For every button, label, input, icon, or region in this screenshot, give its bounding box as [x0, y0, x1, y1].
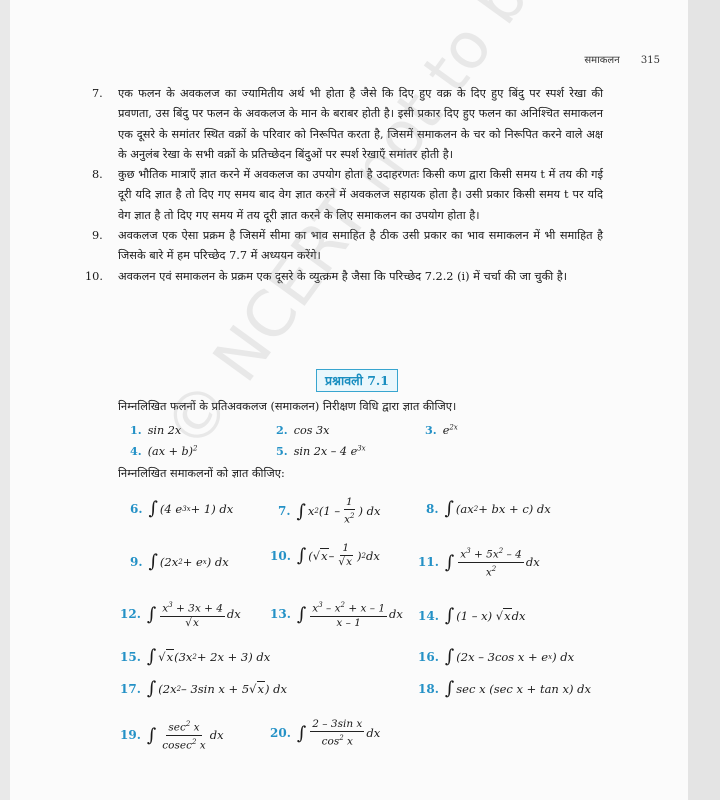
question-2: 2. cos 3x: [276, 423, 330, 437]
list-item: 9. अवकलज एक ऐसा प्रक्रम है जिसमें सीमा का भाव समाहित है ठीक उसी प्रकार का भाव समाकलन में भी समाहित है जिसके बारे में हम परिच्छेद 7.7 में अध्ययन करेंगे।: [92, 229, 603, 263]
question-5: 5. sin 2x – 4 $e^{3x}$: [276, 444, 366, 458]
running-header: [566, 52, 660, 66]
question-20: 20. ∫ $\frac{\text{2 – 3sin x}}{\cos^2 x}$ dx: [270, 718, 381, 748]
page-number: 315: [640, 55, 660, 66]
instruction-2: निम्नलिखित समाकलनों को ज्ञात कीजिए:: [118, 467, 285, 480]
list-item: 10. अवकलन एवं समाकलन के प्रक्रम एक दूसरे के व्युत्क्रम है जैसा कि परिच्छेद 7.2.2 (i) में चर्चा की जा चुकी है।: [85, 269, 568, 283]
question-7: 7. ∫ x 2 (1 – $\frac{1}{x^2}$ ) dx: [278, 496, 381, 526]
question-6: 6. ∫ (4 e 3x + 1) dx: [130, 498, 234, 519]
question-19: 19. ∫ $\frac{\sec^2 x}{cosec^2 x}$ dx: [120, 720, 224, 751]
question-17: 17. ∫ (2x 2 – 3sin x + 5√ x ) dx: [120, 678, 287, 699]
question-12: 12. ∫ $\frac{x^3 + 3x + 4}{√x}$ dx: [120, 601, 241, 629]
question-8: 8. ∫ (ax 2 + bx + c) dx: [426, 498, 551, 519]
chapter-name: समाकलन: [584, 55, 620, 66]
question-11: 11. ∫ $\frac{x^3 + 5x^2 - 4}{x^2}$ dx: [418, 547, 540, 578]
question-4: 4. (ax + b)$^2$: [130, 444, 198, 458]
question-9: 9. ∫ (2x 2 + e x ) dx: [130, 551, 229, 572]
list-item: 8. कुछ भौतिक मात्राएँ ज्ञात करने में अवकलज का उपयोग होता है उदाहरणतः किसी कण द्वारा किसी समय t में तय की गई दूरी यदि ज्ञात है तो दिए गए समय बाद वेग ज्ञात करने में अवकलज सहायक होता है। उसी प्रकार किसी समय t पर यदि वेग ज्ञात है तो दिए गए समय में तय दूरी ज्ञात करने के लिए समाकलन का उपयोग होता है।: [92, 168, 603, 222]
question-15: 15. ∫ √ x (3x 2 + 2x + 3) dx: [120, 646, 271, 667]
list-item: 7. एक फलन के अवकलज का ज्यामितीय अर्थ भी होता है जैसे कि दिए हुए वक्र के दिए हुए बिंदु पर स्पर्श रेखा की प्रवणता, उस बिंदु पर फलन के अवकलज के मान के बराबर होती है। इसी प्रकार दिए हुए फलन का अनिश्चित समाकलन एक दूसरे के समांतर स्थित वक्रों के परिवार को निरूपित करता है, जिसमें समाकलन के चर को निरूपित करने वाले अक्ष के अनुलंब रेखा के सभी वक्रों के प्रतिच्छेदन बिंदुओं पर स्पर्श रेखाएँ समांतर होती है।: [92, 87, 603, 161]
page-edge: [688, 0, 720, 800]
question-13: 13. ∫ $\frac{x^3 - x^2 + x - 1}{x - 1}$ dx: [270, 601, 403, 629]
instruction-1: निम्नलिखित फलनों के प्रतिअवकलज (समाकलन) निरीक्षण विधि द्वारा ज्ञात कीजिए।: [118, 400, 457, 413]
question-3: 3. $e^{2x}$: [425, 423, 458, 437]
question-18: 18. ∫ sec x (sec x + tan x) dx: [418, 678, 591, 699]
watermark: © NCERT not to: [150, 10, 508, 464]
question-16: 16. ∫ (2x – 3cos x + e x ) dx: [418, 646, 575, 667]
question-10: 10. ∫ (√ x – $\frac{1}{√x}$ ) 2 dx: [270, 542, 380, 568]
question-1: 1. sin 2x: [130, 423, 182, 437]
question-14: 14. ∫ (1 – x) √ x dx: [418, 605, 526, 626]
exercise-title: प्रश्नावली 7.1: [316, 369, 398, 392]
